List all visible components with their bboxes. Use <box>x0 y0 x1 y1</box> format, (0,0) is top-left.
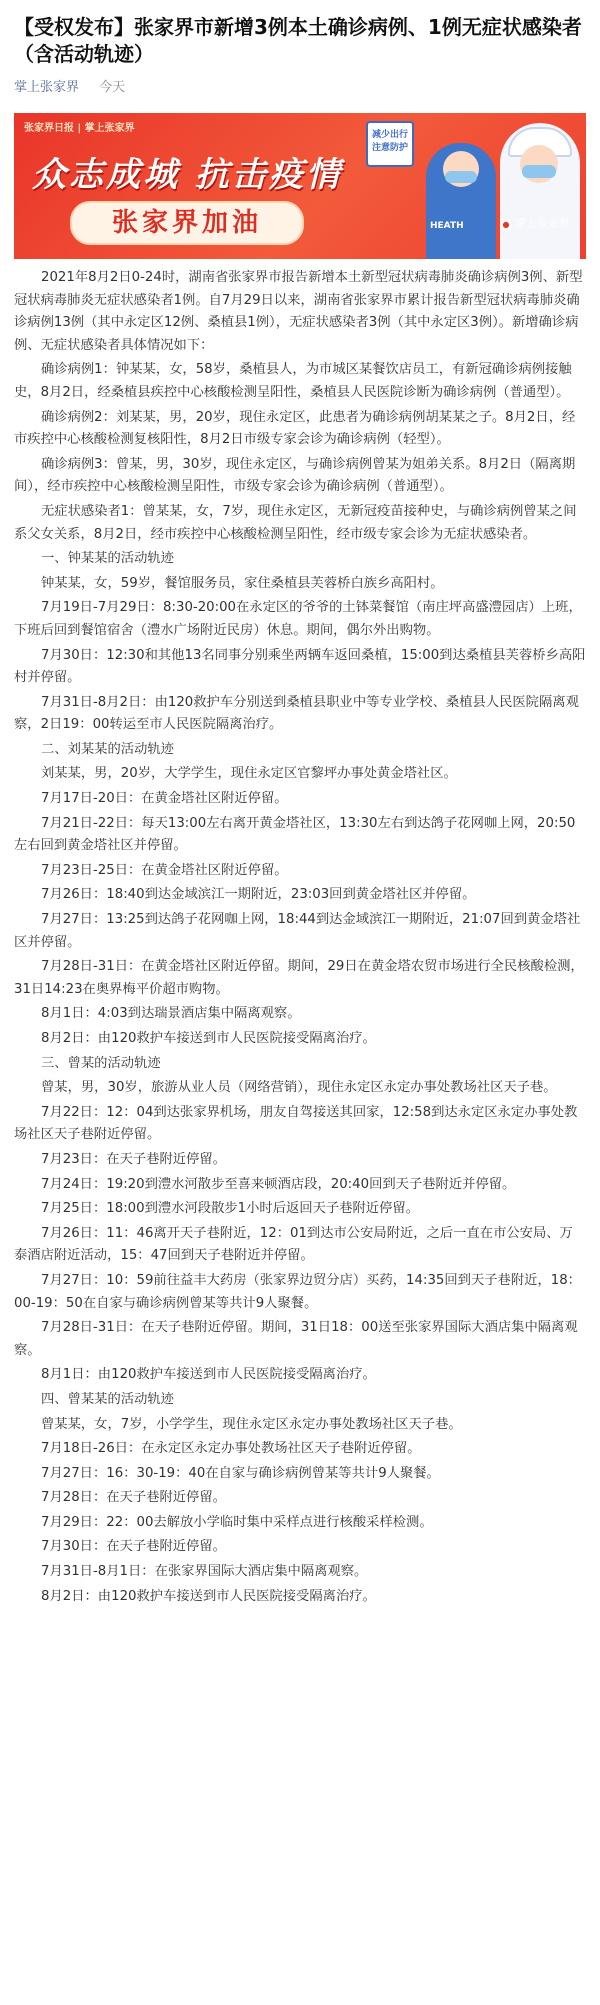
article-paragraph: 7月31日-8月2日：由120救护车分别送到桑植县职业中等专业学校、桑植县人民医院隔离观察，2日19：00转运至市人民医院隔离治疗。 <box>14 694 579 733</box>
banner-sign: 减少出行 注意防护 <box>366 121 414 167</box>
article-paragraph: 7月30日：12:30和其他13名同事分别乘坐两辆车返回桑植，15:00到达桑植县芙蓉桥乡高阳村并停留。 <box>14 647 586 686</box>
article-paragraph: 8月2日：由120救护车接送到市人民医院接受隔离治疗。 <box>41 1588 376 1604</box>
article-paragraph: 7月24日：19:20到澧水河散步至喜来顿酒店段，20:40回到天子巷附近并停留。 <box>41 1176 516 1192</box>
article-paragraph: 三、曾某的活动轨迹 <box>41 1055 161 1071</box>
banner-slogan: 众志成城 抗击疫情 <box>32 155 343 195</box>
article-paragraph: 确诊病例1：钟某某，女，58岁，桑植县人，为市城区某餐饮店员工，有新冠确诊病例接触史，8月2日，经桑植县疾控中心核酸检测呈阳性，桑植县人民医院诊断为确诊病例（普通型）。 <box>14 362 572 400</box>
publish-time: 今天 <box>99 80 126 95</box>
article-body <box>14 267 586 1608</box>
article-paragraph: 8月1日：4:03到达瑞景酒店集中隔离观察。 <box>41 1006 301 1022</box>
banner-watermark: ● 掌上张家界 <box>500 215 570 231</box>
article-paragraph: 7月22日：12：04到达张家界机场，朋友自驾接送其回家，12:58到达永定区永定办事处教场社区天子巷附近停留。 <box>14 1104 578 1143</box>
banner-image <box>14 113 586 259</box>
article-paragraph: 7月28日：在天子巷附近停留。 <box>41 1490 226 1506</box>
article-paragraph: 7月26日：11：46离开天子巷附近，12：01到达市公安局附近，之后一直在市公安局、万泰酒店附近活动，15：47回到天子巷附近并停留。 <box>14 1225 573 1264</box>
article-paragraph: 8月2日：由120救护车接送到市人民医院接受隔离治疗。 <box>41 1031 376 1046</box>
article-paragraph: 钟某某，女，59岁，餐馆服务员，家住桑植县芙蓉桥白族乡高阳村。 <box>41 575 444 591</box>
article-paragraph: 7月17日-20日：在黄金塔社区附近停留。 <box>41 791 288 807</box>
article-paragraph: 8月1日：由120救护车接送到市人民医院接受隔离治疗。 <box>41 1367 376 1383</box>
account-name-link[interactable]: 掌上张家界 <box>14 80 80 95</box>
doctor-illustration-right <box>500 123 580 259</box>
article-paragraph: 曾某某，女，7岁，小学学生，现住永定区永定办事处教场社区天子巷。 <box>41 1416 462 1432</box>
article-paragraph: 7月27日：10：59前往益丰大药房（张家界边贸分店）买药，14:35回到天子巷附近，18：00-19：50在自家与确诊病例曾某等共计9人聚餐。 <box>14 1272 581 1311</box>
article-paragraph: 确诊病例3：曾某，男，30岁，现住永定区，与确诊病例曾某为姐弟关系。8月2日（隔离期间），经市疾控中心核酸检测呈阳性，市级专家会诊为确诊病例（普通型）。 <box>14 456 576 495</box>
article-paragraph: 曾某，男，30岁，旅游从业人员（网络营销），现住永定区永定办事处教场社区天子巷。 <box>41 1080 557 1096</box>
article-meta <box>14 76 586 95</box>
article-paragraph: 刘某某，男，20岁，大学学生，现住永定区官黎坪办事处黄金塔社区。 <box>41 766 457 782</box>
article-paragraph: 7月30日：在天子巷附近停留。 <box>41 1539 226 1555</box>
wechat-icon: ● <box>500 219 512 231</box>
banner-cheer: 张家界加油 <box>70 201 304 245</box>
article-paragraph: 7月28日-31日：在黄金塔社区附近停留。期间，29日在黄金塔农贸市场进行全民核酸检测，31日14:23在奥界梅平价超市购物。 <box>14 959 584 997</box>
article-title: 【受权发布】张家界市新增3例本土确诊病例、1例无症状感染者（含活动轨迹） <box>14 15 582 66</box>
article-paragraph: 7月28日-31日：在天子巷附近停留。期间，31日18：00送至张家界国际大酒店集中隔离观察。 <box>14 1320 578 1358</box>
doctor-illustration-left <box>426 143 496 259</box>
banner-badge: HEATH <box>430 221 464 231</box>
article-paragraph: 7月29日：22：00去解放小学临时集中采样点进行核酸采样检测。 <box>41 1514 433 1530</box>
article-paragraph: 7月27日：16：30-19：40在自家与确诊病例曾某等共计9人聚餐。 <box>41 1465 440 1481</box>
article-paragraph: 四、曾某某的活动轨迹 <box>41 1391 174 1407</box>
article-paragraph: 7月27日：13:25到达鸽子花网咖上网，18:44到达金域滨江一期附近，21:07回到黄金塔社区并停留。 <box>14 912 581 950</box>
banner-header: 张家界日报 | 掌上张家界 <box>24 123 135 134</box>
article-paragraph: 7月23日：在天子巷附近停留。 <box>41 1151 226 1167</box>
article-paragraph: 7月25日：18:00到澧水河段散步1小时后返回天子巷附近停留。 <box>41 1201 419 1217</box>
article-paragraph: 确诊病例2：刘某某，男，20岁，现住永定区，此患者为确诊病例胡某某之子。8月2日，经市疾控中心核酸检测复核阳性，8月2日市级专家会诊为确诊病例（轻型）。 <box>14 409 576 448</box>
article-paragraph: 7月31日-8月1日：在张家界国际大酒店集中隔离观察。 <box>41 1564 368 1580</box>
article-paragraph: 二、刘某某的活动轨迹 <box>41 741 174 757</box>
article-paragraph: 7月21日-22日：每天13:00左右离开黄金塔社区，13:30左右到达鸽子花网咖上网，20:50左右回到黄金塔社区并停留。 <box>14 815 576 854</box>
article-paragraph: 无症状感染者1：曾某某，女，7岁，现住永定区，无新冠疫苗接种史，与确诊病例曾某之间系父女关系，8月2日，经市疾控中心核酸检测呈阳性，经市级专家会诊为无症状感染者。 <box>14 503 577 542</box>
article-paragraph: 一、钟某某的活动轨迹 <box>41 551 174 567</box>
article-paragraph: 7月26日：18:40到达金域滨江一期附近，23:03回到黄金塔社区并停留。 <box>41 887 476 903</box>
article-paragraph: 7月23日-25日：在黄金塔社区附近停留。 <box>41 862 288 878</box>
article-paragraph: 2021年8月2日0-24时，湖南省张家界市报告新增本土新型冠状病毒肺炎确诊病例3例、新型冠状病毒肺炎无症状感染者1例。自7月29日以来，湖南省张家界市累计报告新型冠状病毒肺炎确诊病例13例（其中永定区12例、桑植县1例），无症状感染者3例（其中永定区3例）。新增确诊病例、无症状感染者具体情况如下： <box>14 270 583 353</box>
article-paragraph: 7月18日-26日：在永定区永定办事处教场社区天子巷附近停留。 <box>41 1441 421 1457</box>
article-paragraph: 7月19日-7月29日：8:30-20:00在永定区的爷爷的土钵菜餐馆（南庄坪高盛澧园店）上班，下班后回到餐馆宿舍（澧水广场附近民房）休息。期间，偶尔外出购物。 <box>14 600 582 638</box>
